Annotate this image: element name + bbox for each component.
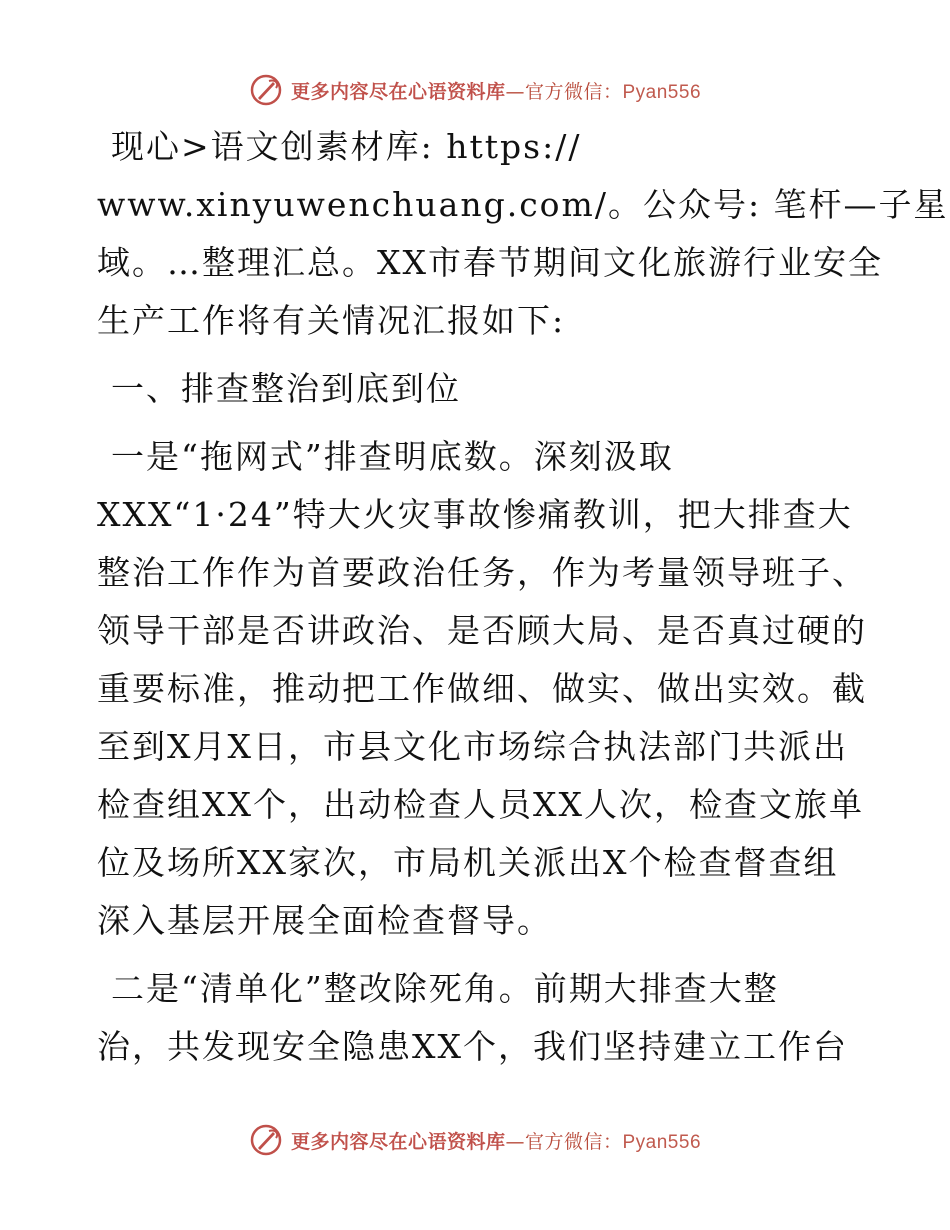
paragraph-first (97, 428, 867, 950)
text-line: 重要标准，推动把工作做细、做实、做出实效。截 (97, 669, 867, 708)
text-line: 现心>语文创素材库: https:// (111, 127, 582, 166)
heading-line: 一、排查整治到底到位 (111, 369, 461, 408)
text-line: 至到X月X日，市县文化市场综合执法部门共派出 (97, 727, 848, 766)
text-line: 治，共发现安全隐患XX个，我们坚持建立工作台 (97, 1027, 848, 1066)
text-line: 二是“清单化”整改除死角。前期大排查大整 (111, 969, 779, 1008)
section-heading (97, 360, 867, 418)
text-line: XXX“1·24”特大火灾事故惨痛教训，把大排查大 (97, 495, 853, 534)
text-line: 检查组XX个，出动检查人员XX人次，检查文旅单 (97, 785, 864, 824)
text-line: 位及场所XX家次，市局机关派出X个检查督查组 (97, 843, 839, 882)
text-line: 生产工作将有关情况汇报如下: (97, 301, 566, 340)
watermark-text: 更多内容尽在心语资料库—官方微信：Pyan556 (290, 1130, 702, 1153)
paragraph-intro (97, 118, 949, 350)
header-watermark (0, 70, 950, 110)
text-line: 深入基层开展全面检查督导。 (97, 901, 552, 940)
text-line: 领导干部是否讲政治、是否顾大局、是否真过硬的 (97, 611, 867, 650)
quill-circle-icon (249, 73, 283, 107)
text-line: 整治工作作为首要政治任务，作为考量领导班子、 (97, 553, 867, 592)
text-line: 域。…整理汇总。XX市春节期间文化旅游行业安全 (97, 243, 883, 282)
text-line: 一是“拖网式”排查明底数。深刻汲取 (111, 437, 674, 476)
paragraph-second (97, 960, 867, 1076)
quill-circle-icon (249, 1123, 283, 1157)
watermark-text: 更多内容尽在心语资料库—官方微信：Pyan556 (290, 80, 702, 103)
footer-watermark (0, 1120, 950, 1160)
text-line: www.xinyuwenchuang.com/。公众号: 笔杆—子星 (97, 185, 949, 224)
document-body (97, 118, 949, 1076)
